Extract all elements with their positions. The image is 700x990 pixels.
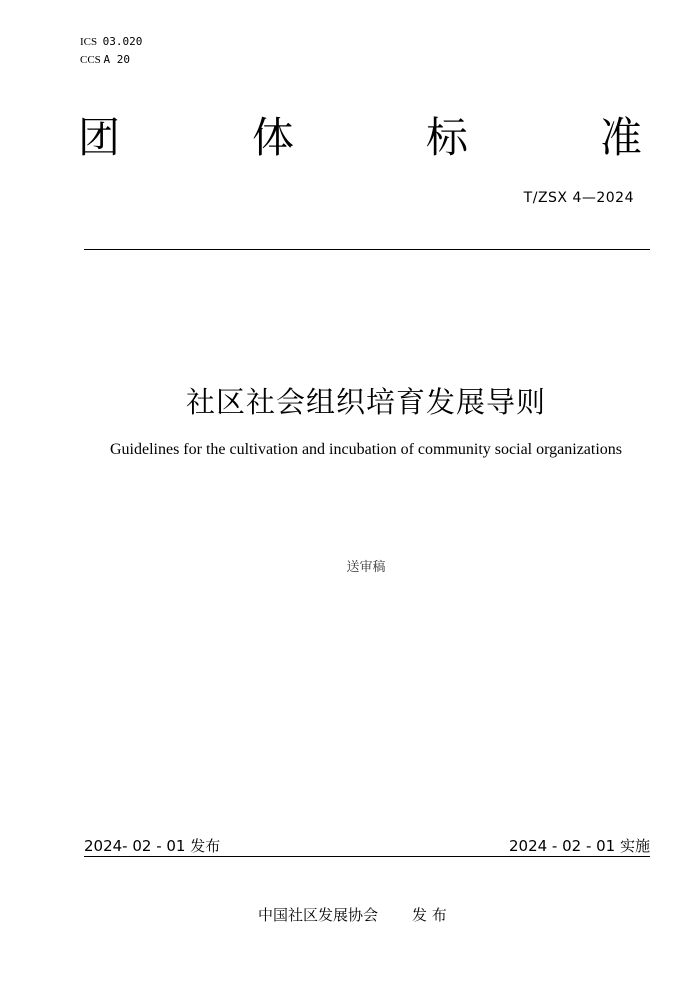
ics-label: ICS <box>80 36 98 48</box>
doc-type-char: 团 <box>78 113 121 162</box>
standard-number: T/ZSX 4—2024 <box>523 190 634 206</box>
draft-status: 送审稿 <box>346 560 386 575</box>
ics-value: 03.020 <box>102 35 143 48</box>
issue-date: 2024- 02 - 01 发布 <box>84 837 221 855</box>
publish-action: 发 布 <box>412 906 447 924</box>
doc-type-char: 准 <box>599 113 642 162</box>
header-divider <box>84 249 650 250</box>
publisher-name: 中国社区发展协会 <box>258 906 379 924</box>
doc-type-char: 标 <box>425 113 468 162</box>
classification-codes <box>80 33 142 69</box>
ccs-code <box>80 51 142 69</box>
title-english: Guidelines for the cultivation and incubation of community social organizations <box>109 441 623 458</box>
ccs-label: CCS <box>80 54 101 66</box>
ics-code <box>80 33 142 51</box>
title-chinese: 社区社会组织培育发展导则 <box>185 385 546 419</box>
doc-type-char: 体 <box>251 113 294 162</box>
ccs-value: A 20 <box>103 53 131 66</box>
implementation-date: 2024 - 02 - 01 实施 <box>508 837 650 855</box>
publisher-line <box>258 904 447 925</box>
footer-divider <box>84 856 650 857</box>
document-type-heading <box>78 110 642 166</box>
